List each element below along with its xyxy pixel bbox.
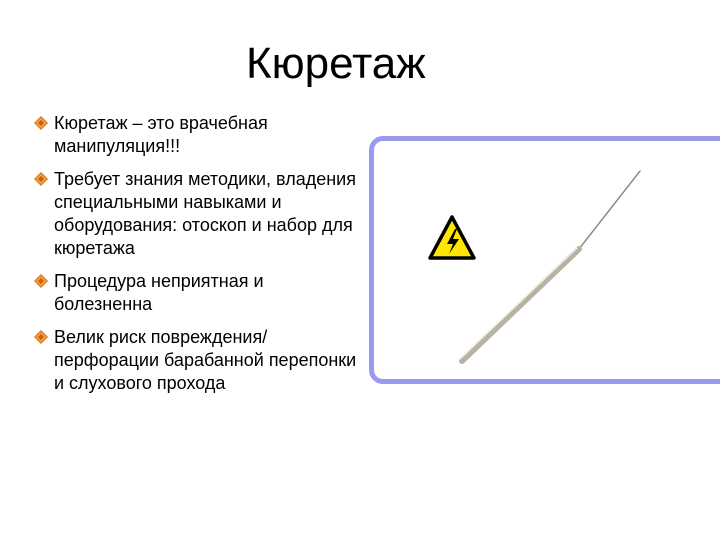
bullet-text: Велик риск повреждения/перфорации барабанной перепонки и слухового прохода <box>54 327 357 393</box>
bullet-item <box>34 112 364 158</box>
curette-icon <box>444 161 644 371</box>
bullet-item <box>34 326 364 395</box>
diamond-bullet-icon <box>34 274 48 288</box>
diamond-bullet-icon <box>34 116 48 130</box>
instrument-image-frame <box>369 136 720 384</box>
diamond-bullet-icon <box>34 172 48 186</box>
bullet-text: Требует знания методики, владения специальными навыками и оборудования: отоскоп и набор для кюретажа <box>54 169 356 258</box>
diamond-bullet-icon <box>34 330 48 344</box>
bullet-list <box>34 112 364 405</box>
bullet-text: Кюретаж – это врачебная манипуляция!!! <box>54 113 268 156</box>
bullet-item <box>34 270 364 316</box>
bullet-text: Процедура неприятная и болезненна <box>54 271 264 314</box>
slide-title: Кюретаж <box>246 39 426 88</box>
bullet-item <box>34 168 364 260</box>
